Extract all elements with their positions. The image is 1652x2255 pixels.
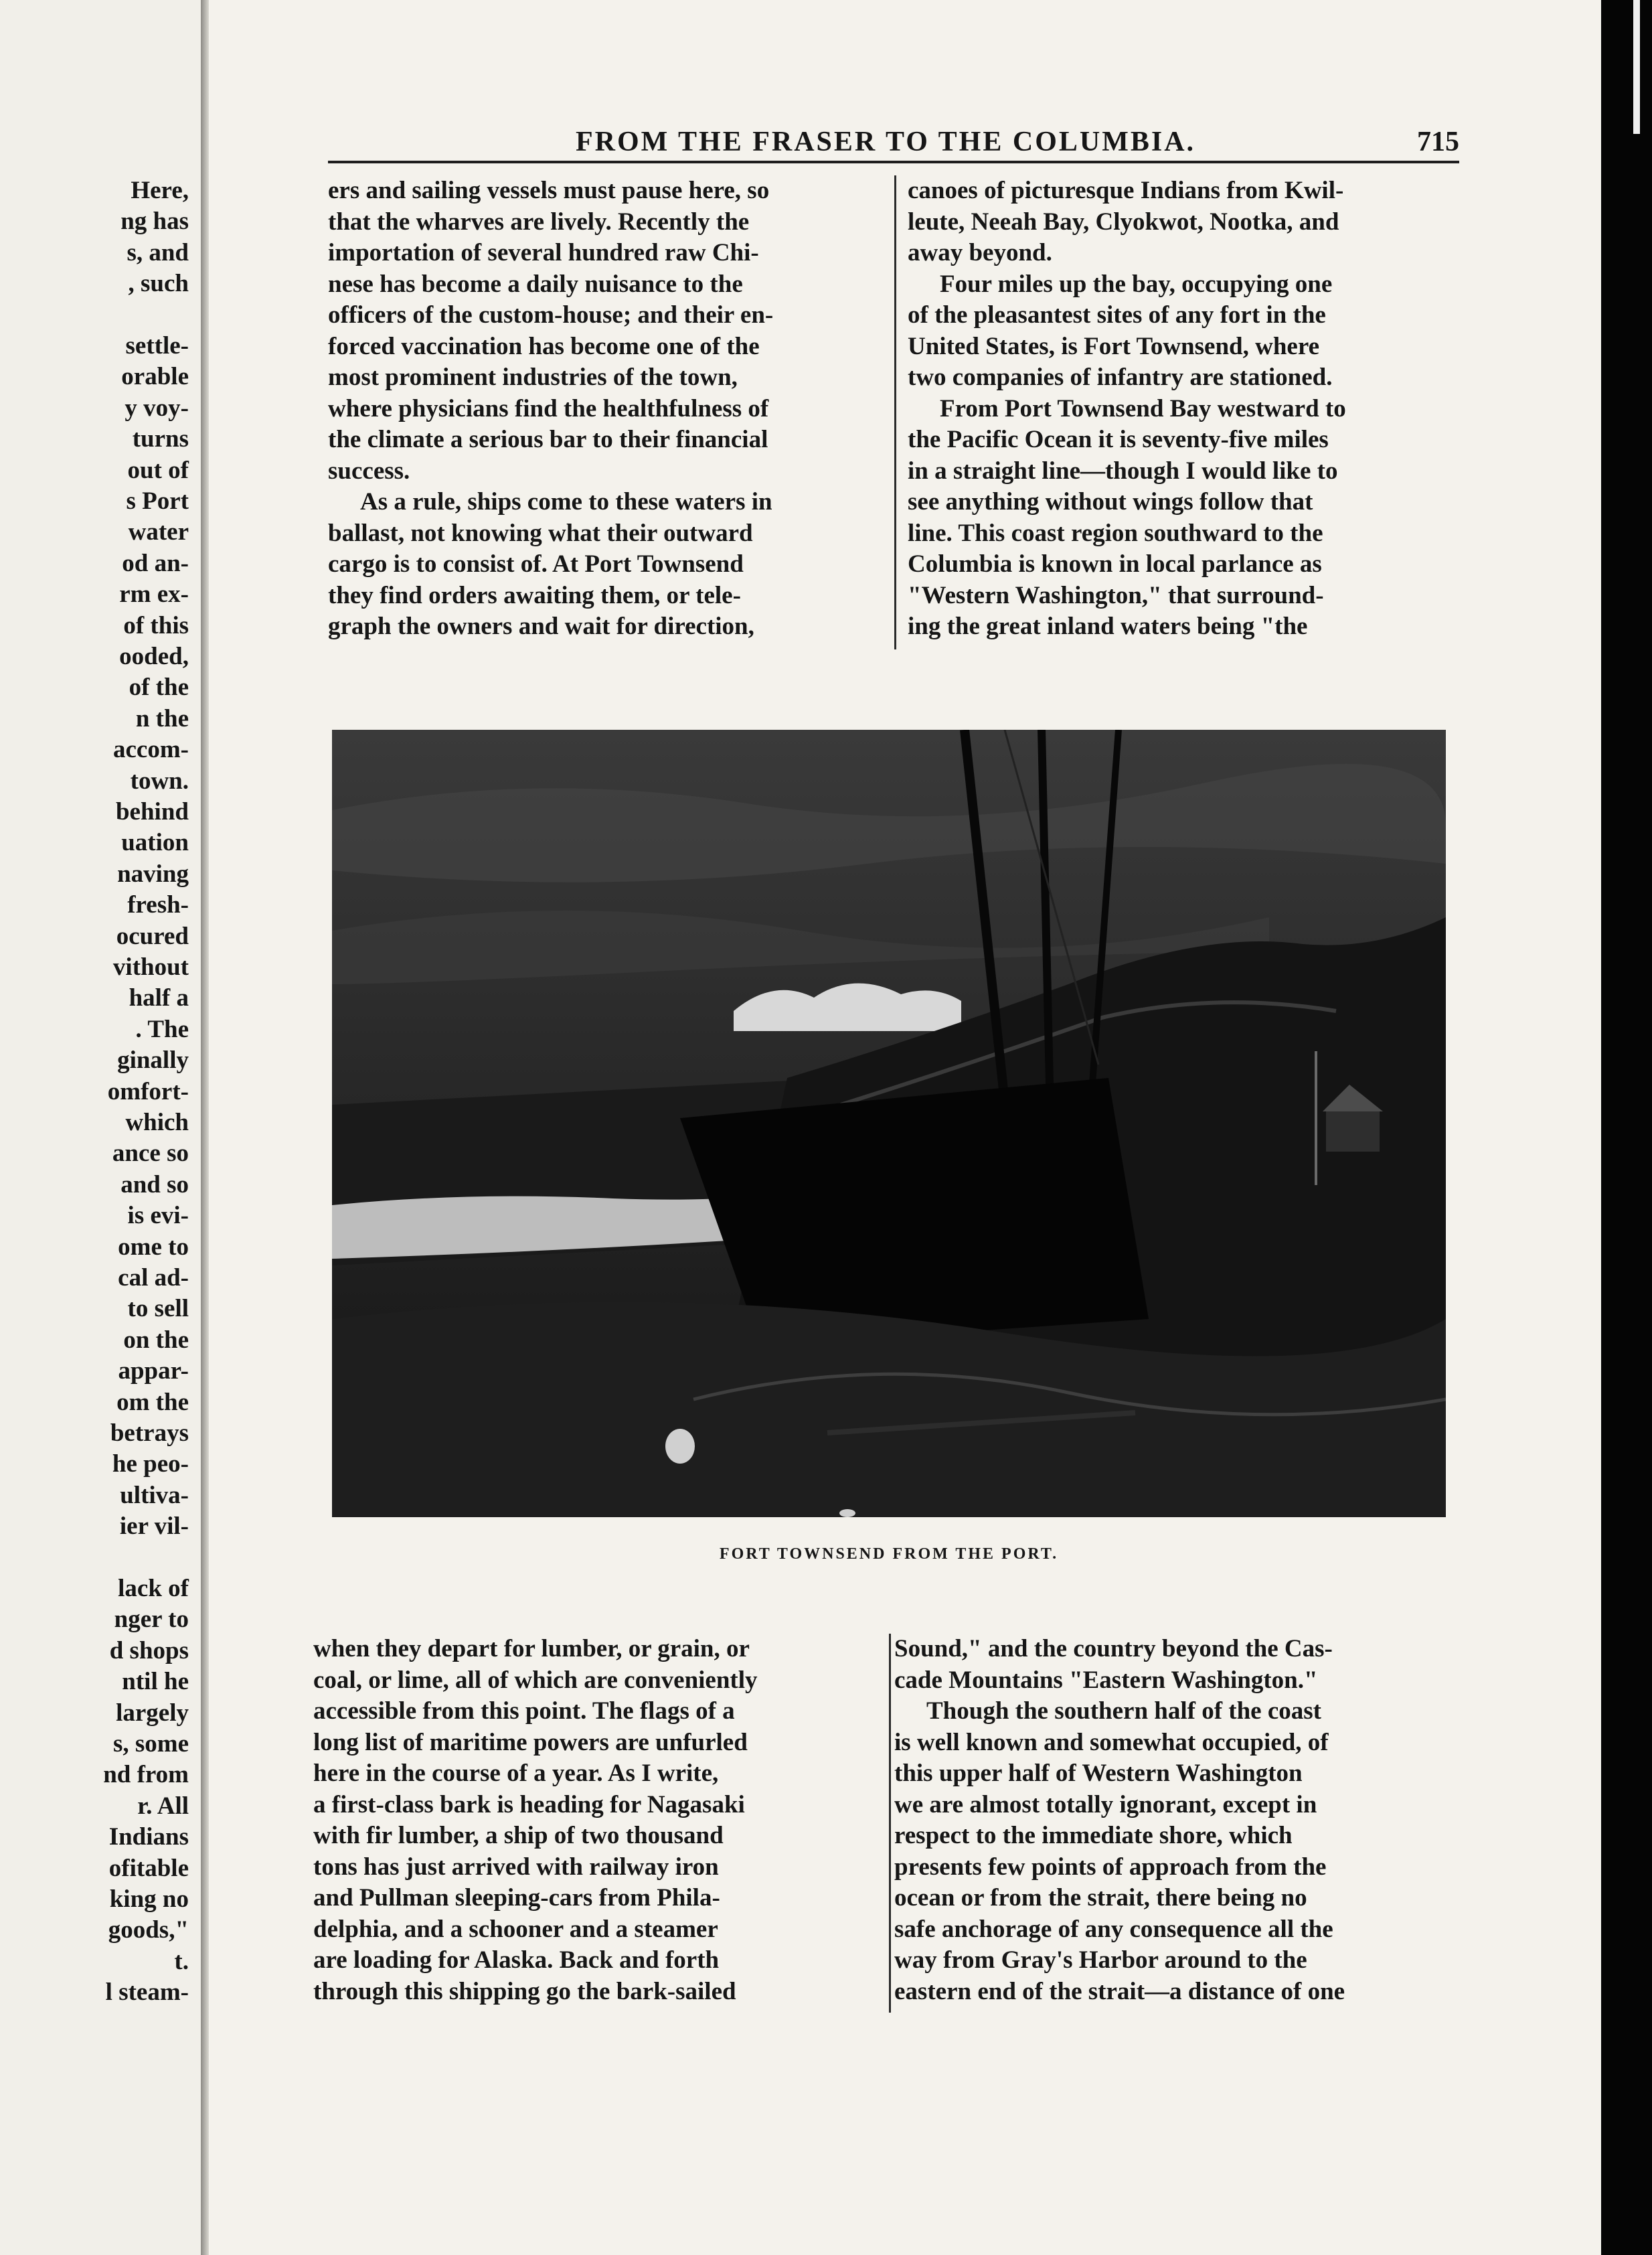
text-line: tons has just arrived with railway iron (313, 1853, 719, 1881)
facing-page-fragment-line: l steam- (105, 1978, 189, 2007)
text-line: success. (328, 457, 410, 485)
text-line: officers of the custom-house; and their en- (328, 301, 774, 329)
text-line: eastern end of the strait—a distance of one (894, 1977, 1345, 2005)
text-line: nese has become a daily nuisance to the (328, 270, 743, 298)
facing-page-fragment-line: settle- (125, 332, 189, 360)
column-rule-upper (894, 175, 896, 649)
lower-left-column (313, 1634, 874, 2007)
text-line: ers and sailing vessels must pause here, so (328, 177, 770, 204)
facing-page-fragment-line: largely (116, 1699, 189, 1727)
facing-page-fragment-line: r. All (137, 1792, 189, 1820)
upper-right-column (908, 175, 1461, 643)
facing-page-fragment-line: of the (129, 674, 189, 702)
facing-page-fragment-line: nger to (114, 1606, 189, 1634)
text-line: two companies of infantry are stationed. (908, 364, 1333, 391)
running-head (328, 121, 1459, 163)
facing-page-fragment-line: cal ad- (118, 1264, 189, 1292)
text-line: here in the course of a year. As I write, (313, 1760, 719, 1787)
text-line: ing the great inland waters being "the (908, 613, 1308, 640)
facing-page-fragment (0, 0, 201, 2255)
text-line: safe anchorage of any consequence all the (894, 1915, 1333, 1943)
text-line: From Port Townsend Bay westward to (940, 394, 1346, 422)
facing-page-fragment-line: ginally (117, 1046, 189, 1075)
facing-page-fragment-line: Indians (108, 1823, 189, 1851)
text-line: long list of maritime powers are unfurled (313, 1728, 748, 1756)
text-line: cargo is to consist of. At Port Townsend (328, 550, 744, 578)
running-head-title: FROM THE FRASER TO THE COLUMBIA. (576, 127, 1196, 157)
text-line: is well known and somewhat occupied, of (894, 1728, 1329, 1756)
text-line: cade Mountains "Eastern Washington." (894, 1666, 1318, 1694)
upper-left-column (328, 175, 878, 643)
text-line: that the wharves are lively. Recently the (328, 208, 750, 236)
facing-page-fragment-line: out of (127, 456, 189, 484)
text-line: Four miles up the bay, occupying one (940, 270, 1333, 298)
text-line: ballast, not knowing what their outward (328, 519, 753, 547)
illustration-caption: FORT TOWNSEND FROM THE PORT. (719, 1545, 1059, 1563)
facing-page-fragment-line: n the (135, 704, 189, 732)
text-line: canoes of picturesque Indians from Kwil- (908, 177, 1344, 204)
facing-page-fragment-line: he peo- (112, 1450, 189, 1478)
facing-page-fragment-line: on the (123, 1326, 189, 1354)
facing-page-fragment-line: betrays (110, 1419, 189, 1447)
facing-page-fragment-line: which (125, 1109, 189, 1136)
facing-page-fragment-line: is evi- (127, 1202, 189, 1230)
facing-page-fragment-line: s Port (126, 487, 189, 515)
text-line: Sound," and the country beyond the Cas- (894, 1635, 1333, 1662)
text-line: accessible from this point. The flags of a (313, 1697, 735, 1725)
facing-page-fragment-line: omfort- (107, 1077, 189, 1105)
facing-page-fragment-line: ofitable (108, 1854, 189, 1882)
text-line: importation of several hundred raw Chi- (328, 239, 759, 266)
facing-page-fragment-line: behind (115, 798, 189, 826)
facing-page-fragment-line: ng has (120, 208, 189, 236)
facing-page-fragment-line: y voy- (125, 394, 189, 422)
facing-page-fragment-line: vithout (112, 953, 189, 981)
facing-page-fragment-line: naving (117, 860, 189, 888)
text-line: forced vaccination has become one of the (328, 332, 760, 360)
facing-page-fragment-line: s, and (127, 238, 189, 266)
text-line: line. This coast region southward to the (908, 519, 1323, 547)
facing-page-fragment-line: od an- (122, 549, 189, 577)
facing-page-fragment-line: . The (135, 1015, 189, 1043)
text-line: presents few points of approach from the (894, 1853, 1327, 1881)
facing-page-fragment-line: town. (130, 767, 189, 795)
facing-page-fragment-line: and so (120, 1170, 189, 1198)
text-line: respect to the immediate shore, which (894, 1822, 1293, 1849)
text-line: As a rule, ships come to these waters in (360, 488, 772, 516)
text-line: coal, or lime, all of which are conveniently (313, 1666, 758, 1694)
text-line: in a straight line—though I would like to (908, 457, 1338, 485)
text-line: leute, Neeah Bay, Clyokwot, Nootka, and (908, 208, 1339, 236)
facing-page-fragment-line: ance so (112, 1140, 189, 1168)
text-line: they find orders awaiting them, or tele- (328, 581, 741, 609)
facing-page-fragment-line: ntil he (122, 1668, 189, 1696)
text-line: when they depart for lumber, or grain, or (313, 1635, 750, 1662)
facing-page-fragment-line: water (128, 518, 189, 546)
facing-page-fragment-line: d shops (109, 1636, 189, 1664)
fort-townsend-engraving (332, 730, 1446, 1517)
facing-page-fragment-line: s, some (112, 1730, 189, 1758)
facing-page-fragment-line: accom- (113, 736, 189, 764)
facing-page-fragment-line: ier vil- (119, 1512, 189, 1541)
text-line: this upper half of Western Washington (894, 1760, 1303, 1787)
facing-page-fragment-line: uation (121, 829, 189, 857)
facing-page-fragment-line: ooded, (119, 643, 189, 670)
facing-page-fragment-line: lack of (118, 1575, 189, 1602)
text-line: the Pacific Ocean it is seventy-five miles (908, 426, 1329, 453)
facing-page-fragment-line: ultiva- (120, 1481, 189, 1509)
text-line: graph the owners and wait for direction, (328, 613, 754, 640)
page-edge-strip (1633, 0, 1640, 134)
facing-page-fragment-line: nd from (103, 1761, 189, 1789)
facing-page-fragment-line: t. (174, 1947, 189, 1975)
facing-page-fragment-line: turns (132, 425, 189, 453)
lower-right-column (894, 1634, 1447, 2007)
facing-page-fragment-line: king no (109, 1885, 189, 1913)
column-rule-lower (889, 1634, 891, 2013)
facing-page-fragment-line: half a (129, 984, 189, 1012)
text-line: the climate a serious bar to their financial (328, 426, 768, 453)
facing-page-fragment-line: ome to (118, 1233, 189, 1261)
facing-page-fragment-line: om the (116, 1388, 189, 1416)
text-line: a first-class bark is heading for Nagasaki (313, 1790, 745, 1818)
facing-page-fragment-line: orable (121, 363, 189, 391)
facing-page-fragment-line: of this (123, 611, 189, 639)
text-line: see anything without wings follow that (908, 488, 1313, 516)
text-line: are loading for Alaska. Back and forth (313, 1946, 720, 1974)
text-line: away beyond. (908, 239, 1052, 266)
text-line: most prominent industries of the town, (328, 364, 738, 391)
text-line: ocean or from the strait, there being no (894, 1884, 1307, 1912)
facing-page-fragment-line: appar- (118, 1357, 189, 1385)
text-line: United States, is Fort Townsend, where (908, 332, 1319, 360)
facing-page-fragment-line: rm ex- (119, 580, 189, 609)
engraving-artwork (332, 730, 1446, 1517)
text-line: of the pleasantest sites of any fort in the (908, 301, 1326, 329)
facing-page-fragment-line: ocured (116, 922, 189, 950)
page-number: 715 (1417, 127, 1459, 157)
text-line: "Western Washington," that surround- (908, 581, 1324, 609)
text-line: with fir lumber, a ship of two thousand (313, 1822, 724, 1849)
book-gutter (201, 0, 209, 2255)
facing-page-fragment-line: fresh- (127, 891, 189, 919)
facing-page-fragment-line: , such (128, 270, 189, 298)
text-line: Columbia is known in local parlance as (908, 550, 1322, 578)
text-line: we are almost totally ignorant, except in (894, 1790, 1317, 1818)
text-line: where physicians find the healthfulness of (328, 394, 769, 422)
text-line: through this shipping go the bark-sailed (313, 1977, 736, 2005)
facing-page-fragment-line: Here, (131, 177, 189, 204)
facing-page-fragment-line: to sell (127, 1295, 189, 1323)
text-line: and Pullman sleeping-cars from Phila- (313, 1884, 720, 1912)
facing-page-fragment-line: goods," (108, 1916, 189, 1944)
text-line: way from Gray's Harbor around to the (894, 1946, 1307, 1974)
text-line: Though the southern half of the coast (926, 1697, 1321, 1725)
text-line: delphia, and a schooner and a steamer (313, 1915, 718, 1943)
scan-border (1601, 0, 1652, 2255)
